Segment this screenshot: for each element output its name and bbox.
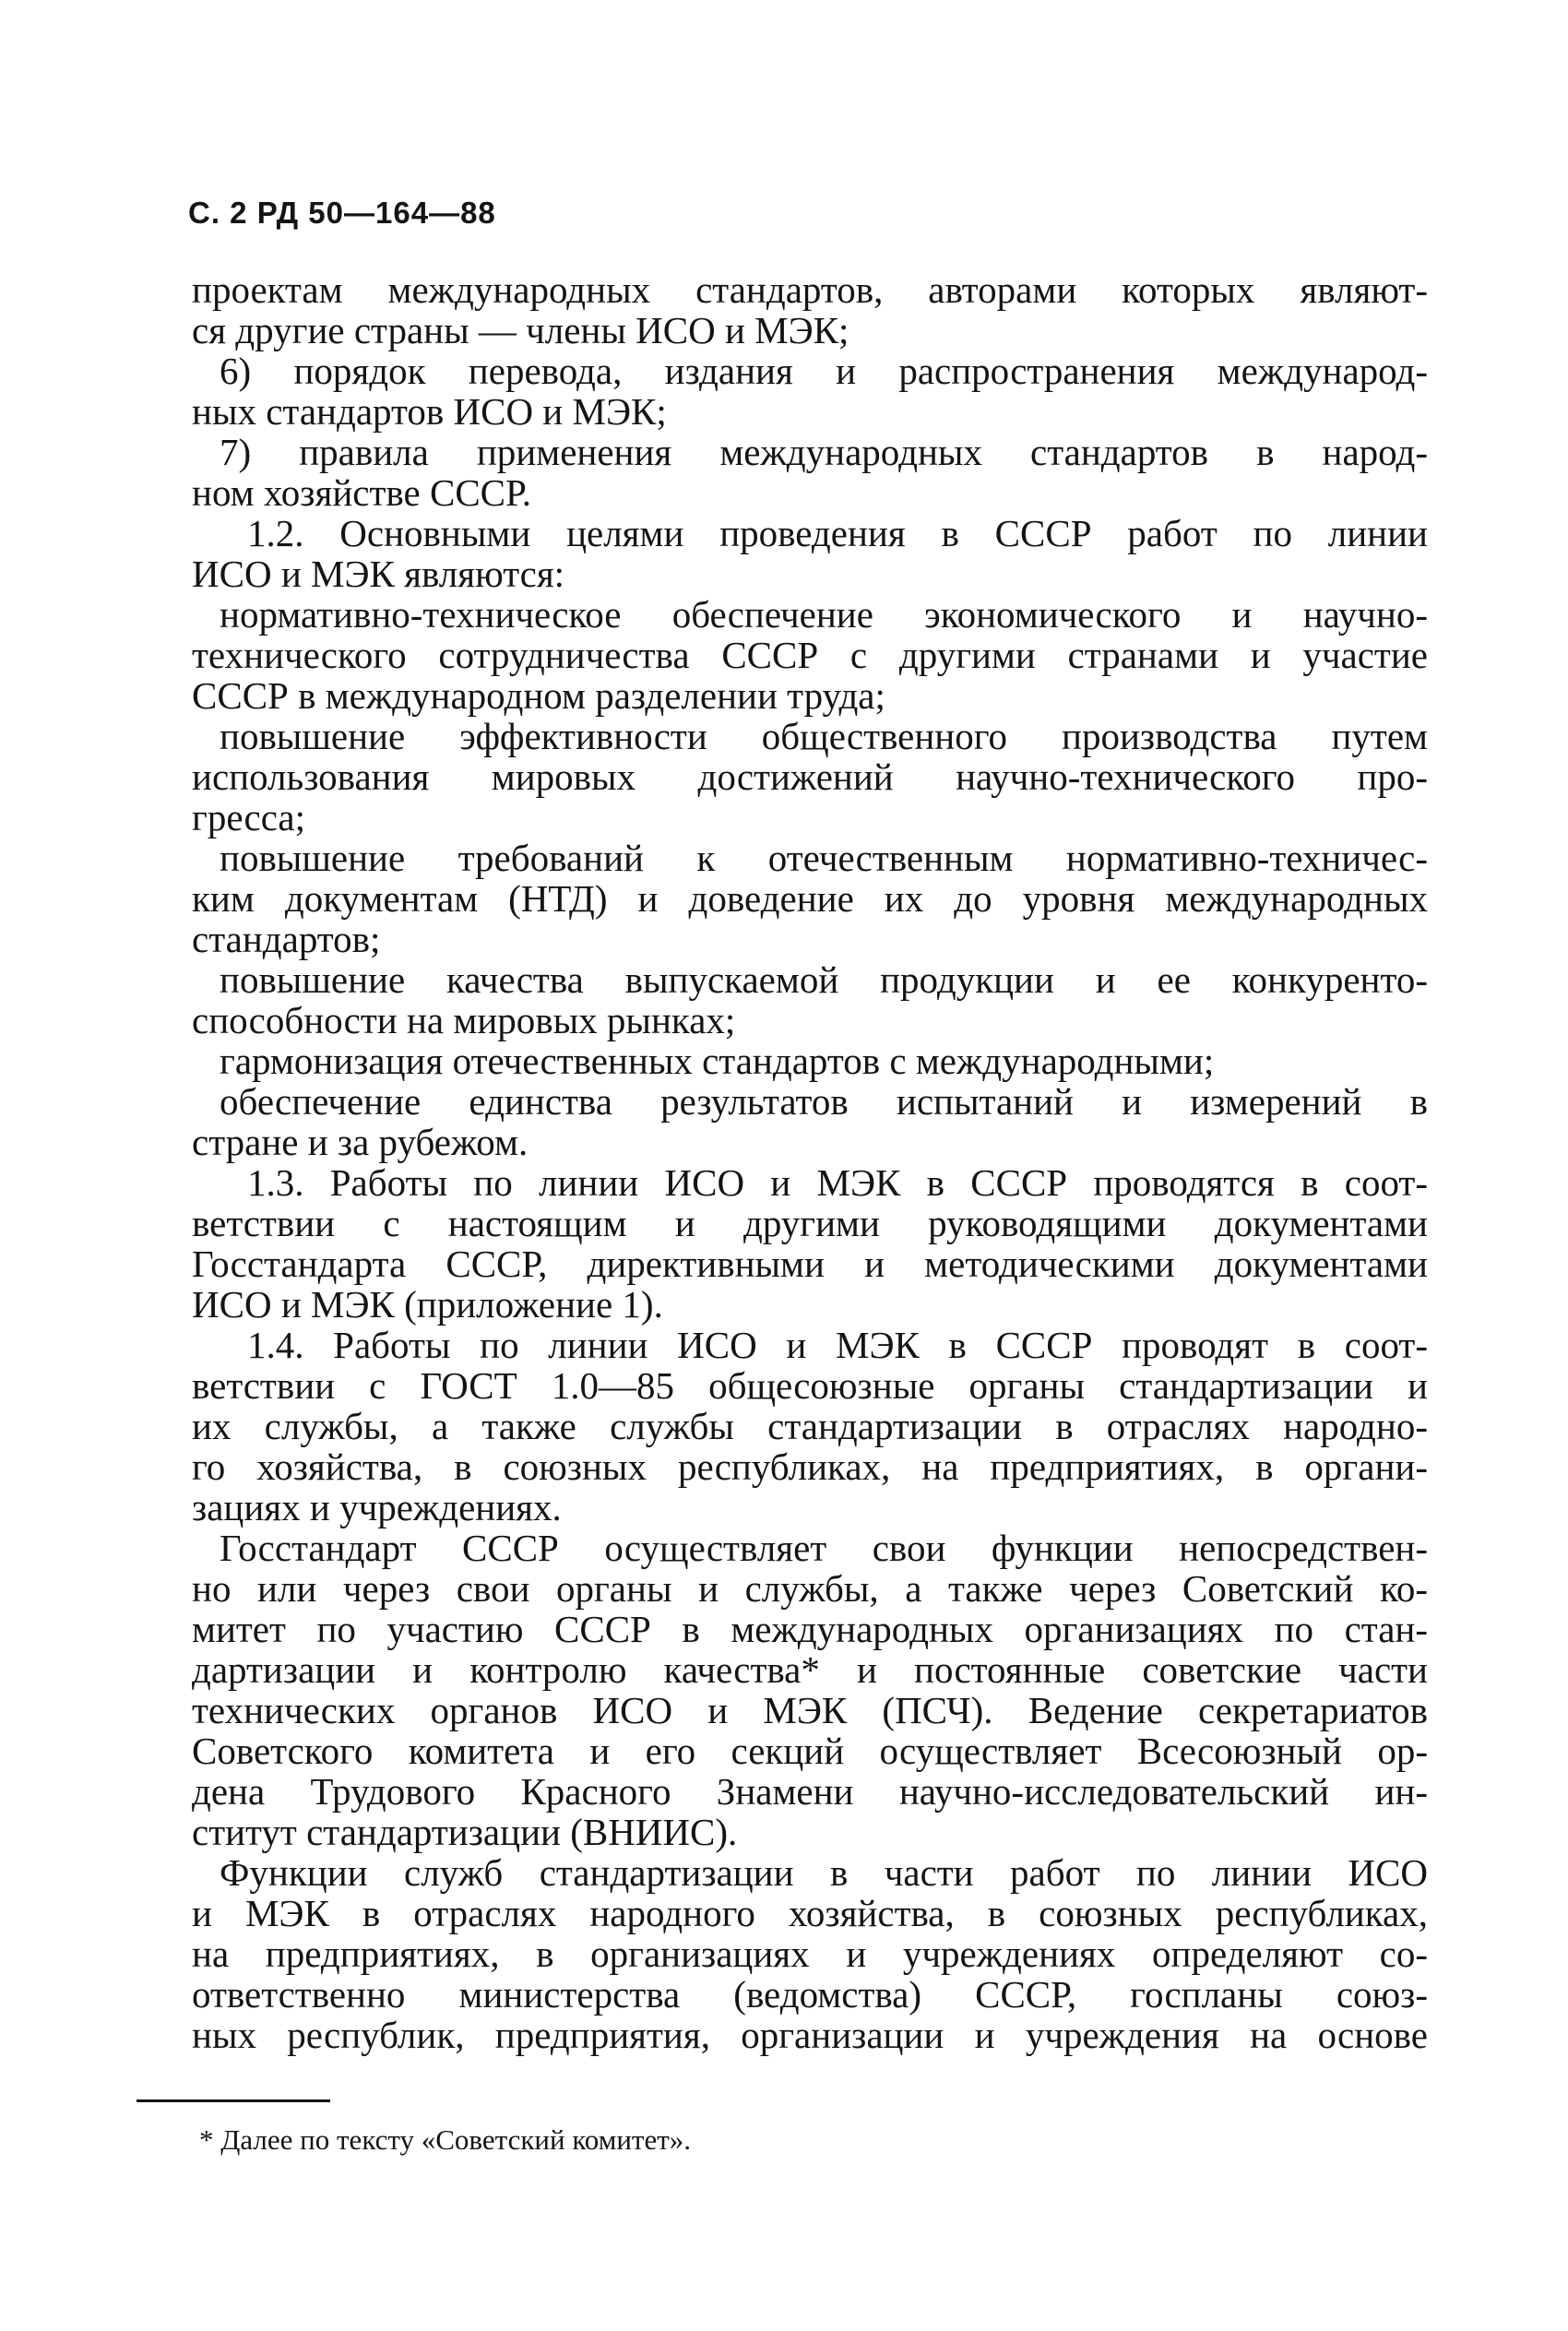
text-line: зациях и учреждениях. <box>192 1486 562 1528</box>
text-line: ответственно министерства (ведомства) СССР, госпланы союз- <box>192 1973 1428 2016</box>
text-line: го хозяйства, в союзных республиках, на предприятиях, в органи- <box>192 1445 1428 1488</box>
text-line: ветствии с ГОСТ 1.0—85 общесоюзные органы стандартизации и <box>192 1364 1428 1407</box>
text-line: ИСО и МЭК являются: <box>192 553 565 595</box>
footnote: * Далее по тексту «Советский комитет». <box>199 2123 692 2156</box>
page-header: С. 2 РД 50—164—88 <box>188 196 496 230</box>
text-line: ном хозяйстве СССР. <box>192 471 531 514</box>
text-line: Госстандарт СССР осуществляет свои функции непосредствен- <box>220 1527 1428 1569</box>
text-line: 1.4. Работы по линии ИСО и МЭК в СССР проводят в соот- <box>247 1324 1428 1366</box>
text-line: Советского комитета и его секций осуществляет Всесоюзный ор- <box>192 1730 1428 1772</box>
text-line: повышение качества выпускаемой продукции и ее конкуренто- <box>220 958 1428 1001</box>
text-line: обеспечение единства результатов испытаний и измерений в <box>220 1080 1428 1123</box>
text-line: Функции служб стандартизации в части работ по линии ИСО <box>220 1851 1428 1894</box>
text-line: митет по участию СССР в международных организациях по стан- <box>192 1608 1428 1650</box>
text-line: на предприятиях, в организациях и учреждениях определяют со- <box>192 1933 1428 1975</box>
text-line: их службы, а также службы стандартизации в отраслях народно- <box>192 1405 1428 1447</box>
text-line: повышение эффективности общественного производства путем <box>220 715 1428 757</box>
text-line: но или через свои органы и службы, а также через Советский ко- <box>192 1567 1428 1610</box>
text-line: 1.2. Основными целями проведения в СССР работ по линии <box>247 512 1428 554</box>
text-line: способности на мировых рынках; <box>192 999 736 1041</box>
body-text <box>192 269 1428 2055</box>
text-line: Госстандарта СССР, директивными и методическими документами <box>192 1243 1428 1285</box>
text-line: ветствии с настоящим и другими руководящими документами <box>192 1202 1428 1244</box>
text-line: ных республик, предприятия, организации и учреждения на основе <box>192 2014 1428 2056</box>
text-line: 7) правила применения международных стандартов в народ- <box>220 431 1428 473</box>
text-line: и МЭК в отраслях народного хозяйства, в союзных республиках, <box>192 1892 1428 1934</box>
text-line: ся другие страны — члены ИСО и МЭК; <box>192 309 849 351</box>
text-line: СССР в международном разделении труда; <box>192 674 885 717</box>
text-line: ститут стандартизации (ВНИИС). <box>192 1811 738 1853</box>
text-line: дартизации и контролю качества* и постоянные советские части <box>192 1648 1428 1691</box>
text-line: ким документам (НТД) и доведение их до уровня международных <box>192 877 1428 920</box>
text-line: ИСО и МЭК (приложение 1). <box>192 1283 663 1326</box>
footnote-divider <box>137 2099 330 2102</box>
text-line: стандартов; <box>192 918 381 960</box>
text-line: технических органов ИСО и МЭК (ПСЧ). Ведение секретариатов <box>192 1689 1428 1731</box>
text-line: 6) порядок перевода, издания и распространения международ- <box>220 350 1428 392</box>
text-line: использования мировых достижений научно-технического про- <box>192 755 1428 798</box>
text-line: технического сотрудничества СССР с другими странами и участие <box>192 634 1428 676</box>
text-line: стране и за рубежом. <box>192 1121 529 1163</box>
text-line: гресса; <box>192 796 306 838</box>
text-line: нормативно-техническое обеспечение экономического и научно- <box>220 593 1428 636</box>
text-line: повышение требований к отечественным нормативно-техничес- <box>220 837 1428 879</box>
text-line: гармонизация отечественных стандартов с международными; <box>220 1040 1215 1082</box>
text-line: дена Трудового Красного Знамени научно-исследовательский ин- <box>192 1770 1428 1813</box>
text-line: ных стандартов ИСО и МЭК; <box>192 390 667 433</box>
text-line: 1.3. Работы по линии ИСО и МЭК в СССР проводятся в соот- <box>247 1161 1428 1204</box>
text-line: проектам международных стандартов, авторами которых являют- <box>192 268 1428 311</box>
